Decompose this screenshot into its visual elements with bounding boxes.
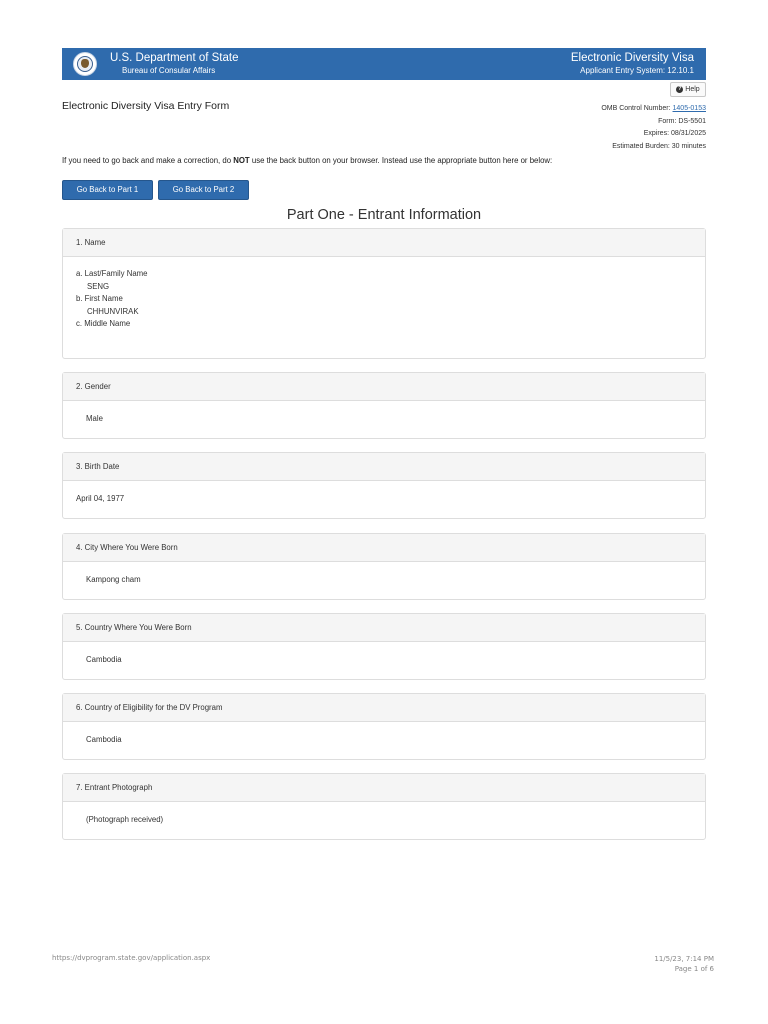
last-name-label: a. Last/Family Name <box>76 269 148 278</box>
footer-url: https://dvprogram.state.gov/application.aspx <box>52 954 211 962</box>
system-title: Electronic Diversity Visa <box>570 52 694 64</box>
omb-control-line <box>601 103 706 116</box>
part-title: Part One - Entrant Information <box>286 207 482 223</box>
entrant-photograph-panel <box>62 773 706 840</box>
question-circle-icon: ? <box>678 86 682 92</box>
estimated-burden: Estimated Burden: 30 minutes <box>612 142 706 150</box>
omb-label: OMB Control Number: <box>601 105 671 112</box>
name-panel <box>62 228 706 359</box>
footer-page-number: Page 1 of 6 <box>674 965 714 973</box>
birth-country-value: Cambodia <box>86 655 122 664</box>
footer-timestamp: 11/5/23, 7:14 PM <box>654 955 714 963</box>
name-heading: 1. Name <box>63 229 705 257</box>
state-department-seal-icon <box>73 52 97 76</box>
department-subtitle: Bureau of Consular Affairs <box>122 66 216 75</box>
footer-meta <box>654 954 714 974</box>
photograph-status: (Photograph received) <box>86 815 164 824</box>
eligibility-country-value: Cambodia <box>86 735 122 744</box>
form-title: Electronic Diversity Visa Entry Form <box>62 100 230 112</box>
eligibility-country-heading: 6. Country of Eligibility for the DV Program <box>63 694 705 722</box>
eligibility-country-panel <box>62 693 706 760</box>
omb-info <box>601 103 706 153</box>
last-name-value: SENG <box>87 281 110 291</box>
omb-number-link[interactable]: 1405-0153 <box>672 105 706 112</box>
birth-city-heading: 4. City Where You Were Born <box>63 534 705 562</box>
gender-heading: 2. Gender <box>63 373 705 401</box>
gender-panel <box>62 372 706 439</box>
help-button[interactable] <box>670 82 706 97</box>
gender-value: Male <box>86 414 103 423</box>
header-banner <box>62 48 706 80</box>
birth-date-panel <box>62 452 706 519</box>
birth-country-panel <box>62 613 706 680</box>
birth-city-panel <box>62 533 706 600</box>
first-name-value: CHHUNVIRAK <box>87 306 139 316</box>
birth-date-heading: 3. Birth Date <box>63 453 705 481</box>
form-number: Form: DS-5501 <box>658 117 706 125</box>
birth-country-heading: 5. Country Where You Were Born <box>63 614 705 642</box>
go-back-part2-button[interactable]: Go Back to Part 2 <box>158 180 249 200</box>
first-name-label: b. First Name <box>76 294 123 303</box>
correction-instruction: If you need to go back and make a correction, do NOT use the back button on your browser. Instead use the appropriate button here or below: <box>62 156 553 165</box>
system-subtitle: Applicant Entry System: 12.10.1 <box>580 66 694 75</box>
entrant-photograph-heading: 7. Entrant Photograph <box>63 774 705 802</box>
birth-city-value: Kampong cham <box>86 575 141 584</box>
go-back-part1-button[interactable]: Go Back to Part 1 <box>62 180 153 200</box>
department-title: U.S. Department of State <box>110 52 239 64</box>
help-label: Help <box>685 86 700 93</box>
birth-date-value: April 04, 1977 <box>76 494 125 503</box>
middle-name-label: c. Middle Name <box>76 319 131 328</box>
expiration-date: Expires: 08/31/2025 <box>643 130 706 137</box>
